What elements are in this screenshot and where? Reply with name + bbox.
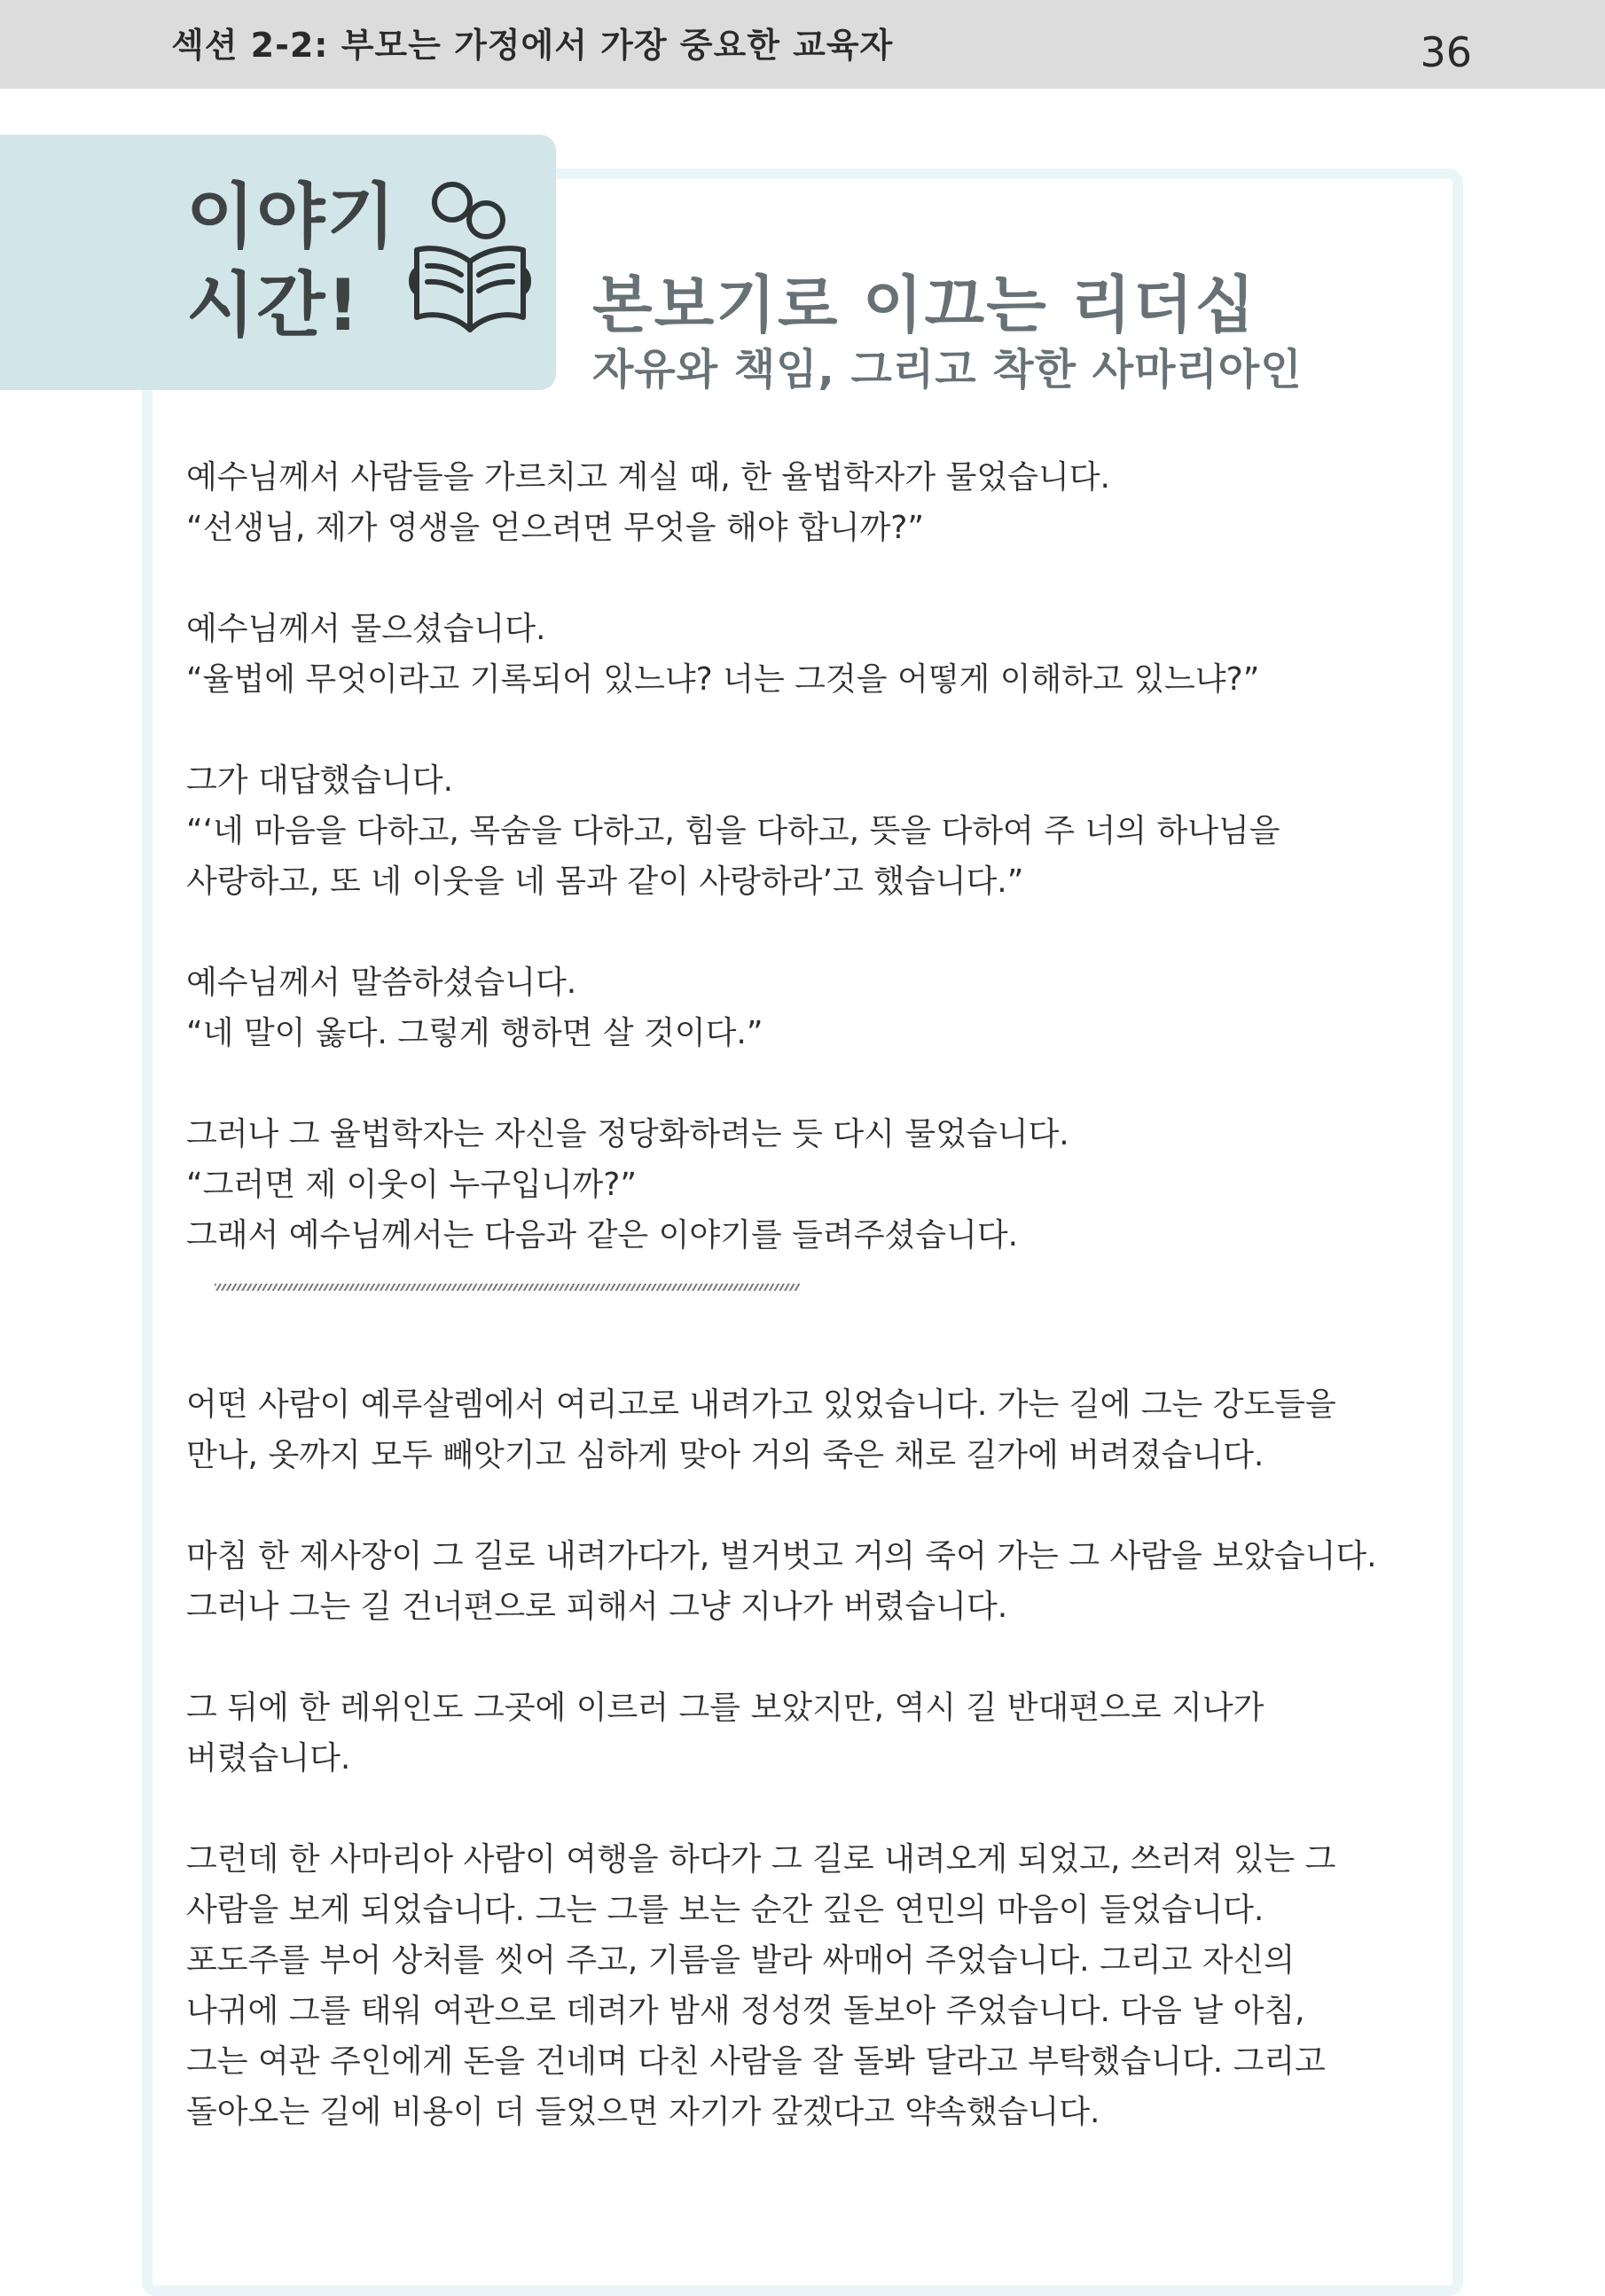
- story-subtitle: 자유와 책임, 그리고 착한 사마리아인: [592, 345, 1303, 394]
- text-line: 그러나 그 율법학자는 자신을 정당화하려는 듯 다시 물었습니다.: [186, 1116, 1069, 1152]
- text-line: 예수님께서 사람들을 가르치고 계실 때, 한 율법학자가 물었습니다.: [186, 459, 1110, 496]
- text-line: 사람을 보게 되었습니다. 그는 그를 보는 순간 깊은 연민의 마음이 들었습니다.: [186, 1892, 1264, 1928]
- text-line: 그 뒤에 한 레위인도 그곳에 이르러 그를 보았지만, 역시 길 반대편으로 지나가: [186, 1690, 1264, 1726]
- text-line: 그래서 예수님께서는 다음과 같은 이야기를 들려주셨습니다.: [186, 1217, 1019, 1253]
- text-line: 그러나 그는 길 건너편으로 피해서 그냥 지나가 버렸습니다.: [186, 1589, 1008, 1625]
- section-divider: [215, 1284, 800, 1291]
- section-title: 섹션 2-2: 부모는 가정에서 가장 중요한 교육자: [171, 26, 894, 65]
- page-number: 36: [1420, 28, 1472, 76]
- text-line: 그런데 한 사마리아 사람이 여행을 하다가 그 길로 내려오게 되었고, 쓰러져 있는 그: [186, 1841, 1336, 1878]
- text-line: “율법에 무엇이라고 기록되어 있느냐? 너는 그것을 어떻게 이해하고 있느냐?”: [186, 661, 1260, 698]
- story-time-label: [186, 173, 397, 350]
- text-line: 버렸습니다.: [186, 1740, 351, 1777]
- text-line: 그가 대답했습니다.: [186, 762, 454, 799]
- paragraph: [186, 1834, 1445, 2137]
- paragraph: [186, 1379, 1445, 1480]
- text-line: 만나, 옷까지 모두 빼앗기고 심하게 맞아 거의 죽은 채로 길가에 버려졌습니다.: [186, 1437, 1264, 1473]
- text-line: “그러면 제 이웃이 누구입니까?”: [186, 1167, 638, 1203]
- person-reading-book-icon: [408, 177, 532, 346]
- text-line: 마침 한 제사장이 그 길로 내려가다가, 벌거벗고 거의 죽어 가는 그 사람을 보았습니다.: [186, 1538, 1377, 1574]
- paragraph: [186, 755, 1445, 907]
- text-line: “선생님, 제가 영생을 얻으려면 무엇을 해야 합니까?”: [186, 510, 925, 546]
- text-line: “네 말이 옳다. 그렇게 행하면 살 것이다.”: [186, 1015, 763, 1051]
- text-line: 포도주를 부어 상처를 씻어 주고, 기름을 발라 싸매어 주었습니다. 그리고 자신의: [186, 1942, 1296, 1979]
- paragraph: [186, 452, 1445, 553]
- text-line: 예수님께서 물으셨습니다.: [186, 611, 546, 647]
- story-time-label-line1: 이야기: [186, 176, 397, 258]
- text-line: 나귀에 그를 태워 여관으로 데려가 밤새 정성껏 돌보아 주었습니다. 다음 날 아침,: [186, 1993, 1305, 2029]
- paragraph: [186, 1531, 1445, 1632]
- paragraph: [186, 1109, 1445, 1261]
- text-line: 예수님께서 말씀하셨습니다.: [186, 964, 577, 1001]
- text-line: 돌아오는 길에 비용이 더 들었으면 자기가 갚겠다고 약속했습니다.: [186, 2094, 1100, 2130]
- header-bar: [0, 0, 1605, 89]
- text-line: “‘네 마음을 다하고, 목숨을 다하고, 힘을 다하고, 뜻을 다하여 주 너의 하나님을: [186, 813, 1280, 849]
- text-line: 사랑하고, 또 네 이웃을 네 몸과 같이 사랑하라’고 했습니다.”: [186, 863, 1024, 900]
- paragraph: [186, 1683, 1445, 1784]
- text-line: 그는 여관 주인에게 돈을 건네며 다친 사람을 잘 돌봐 달라고 부탁했습니다. 그리고: [186, 2043, 1326, 2080]
- paragraph: [186, 957, 1445, 1058]
- text-line: 어떤 사람이 예루살렘에서 여리고로 내려가고 있었습니다. 가는 길에 그는 강도들을: [186, 1386, 1336, 1423]
- story-time-label-line2: 시간!: [186, 264, 362, 347]
- story-body: [186, 452, 1445, 2188]
- story-title: 본보기로 이끄는 리더십: [592, 269, 1257, 341]
- paragraph: [186, 604, 1445, 705]
